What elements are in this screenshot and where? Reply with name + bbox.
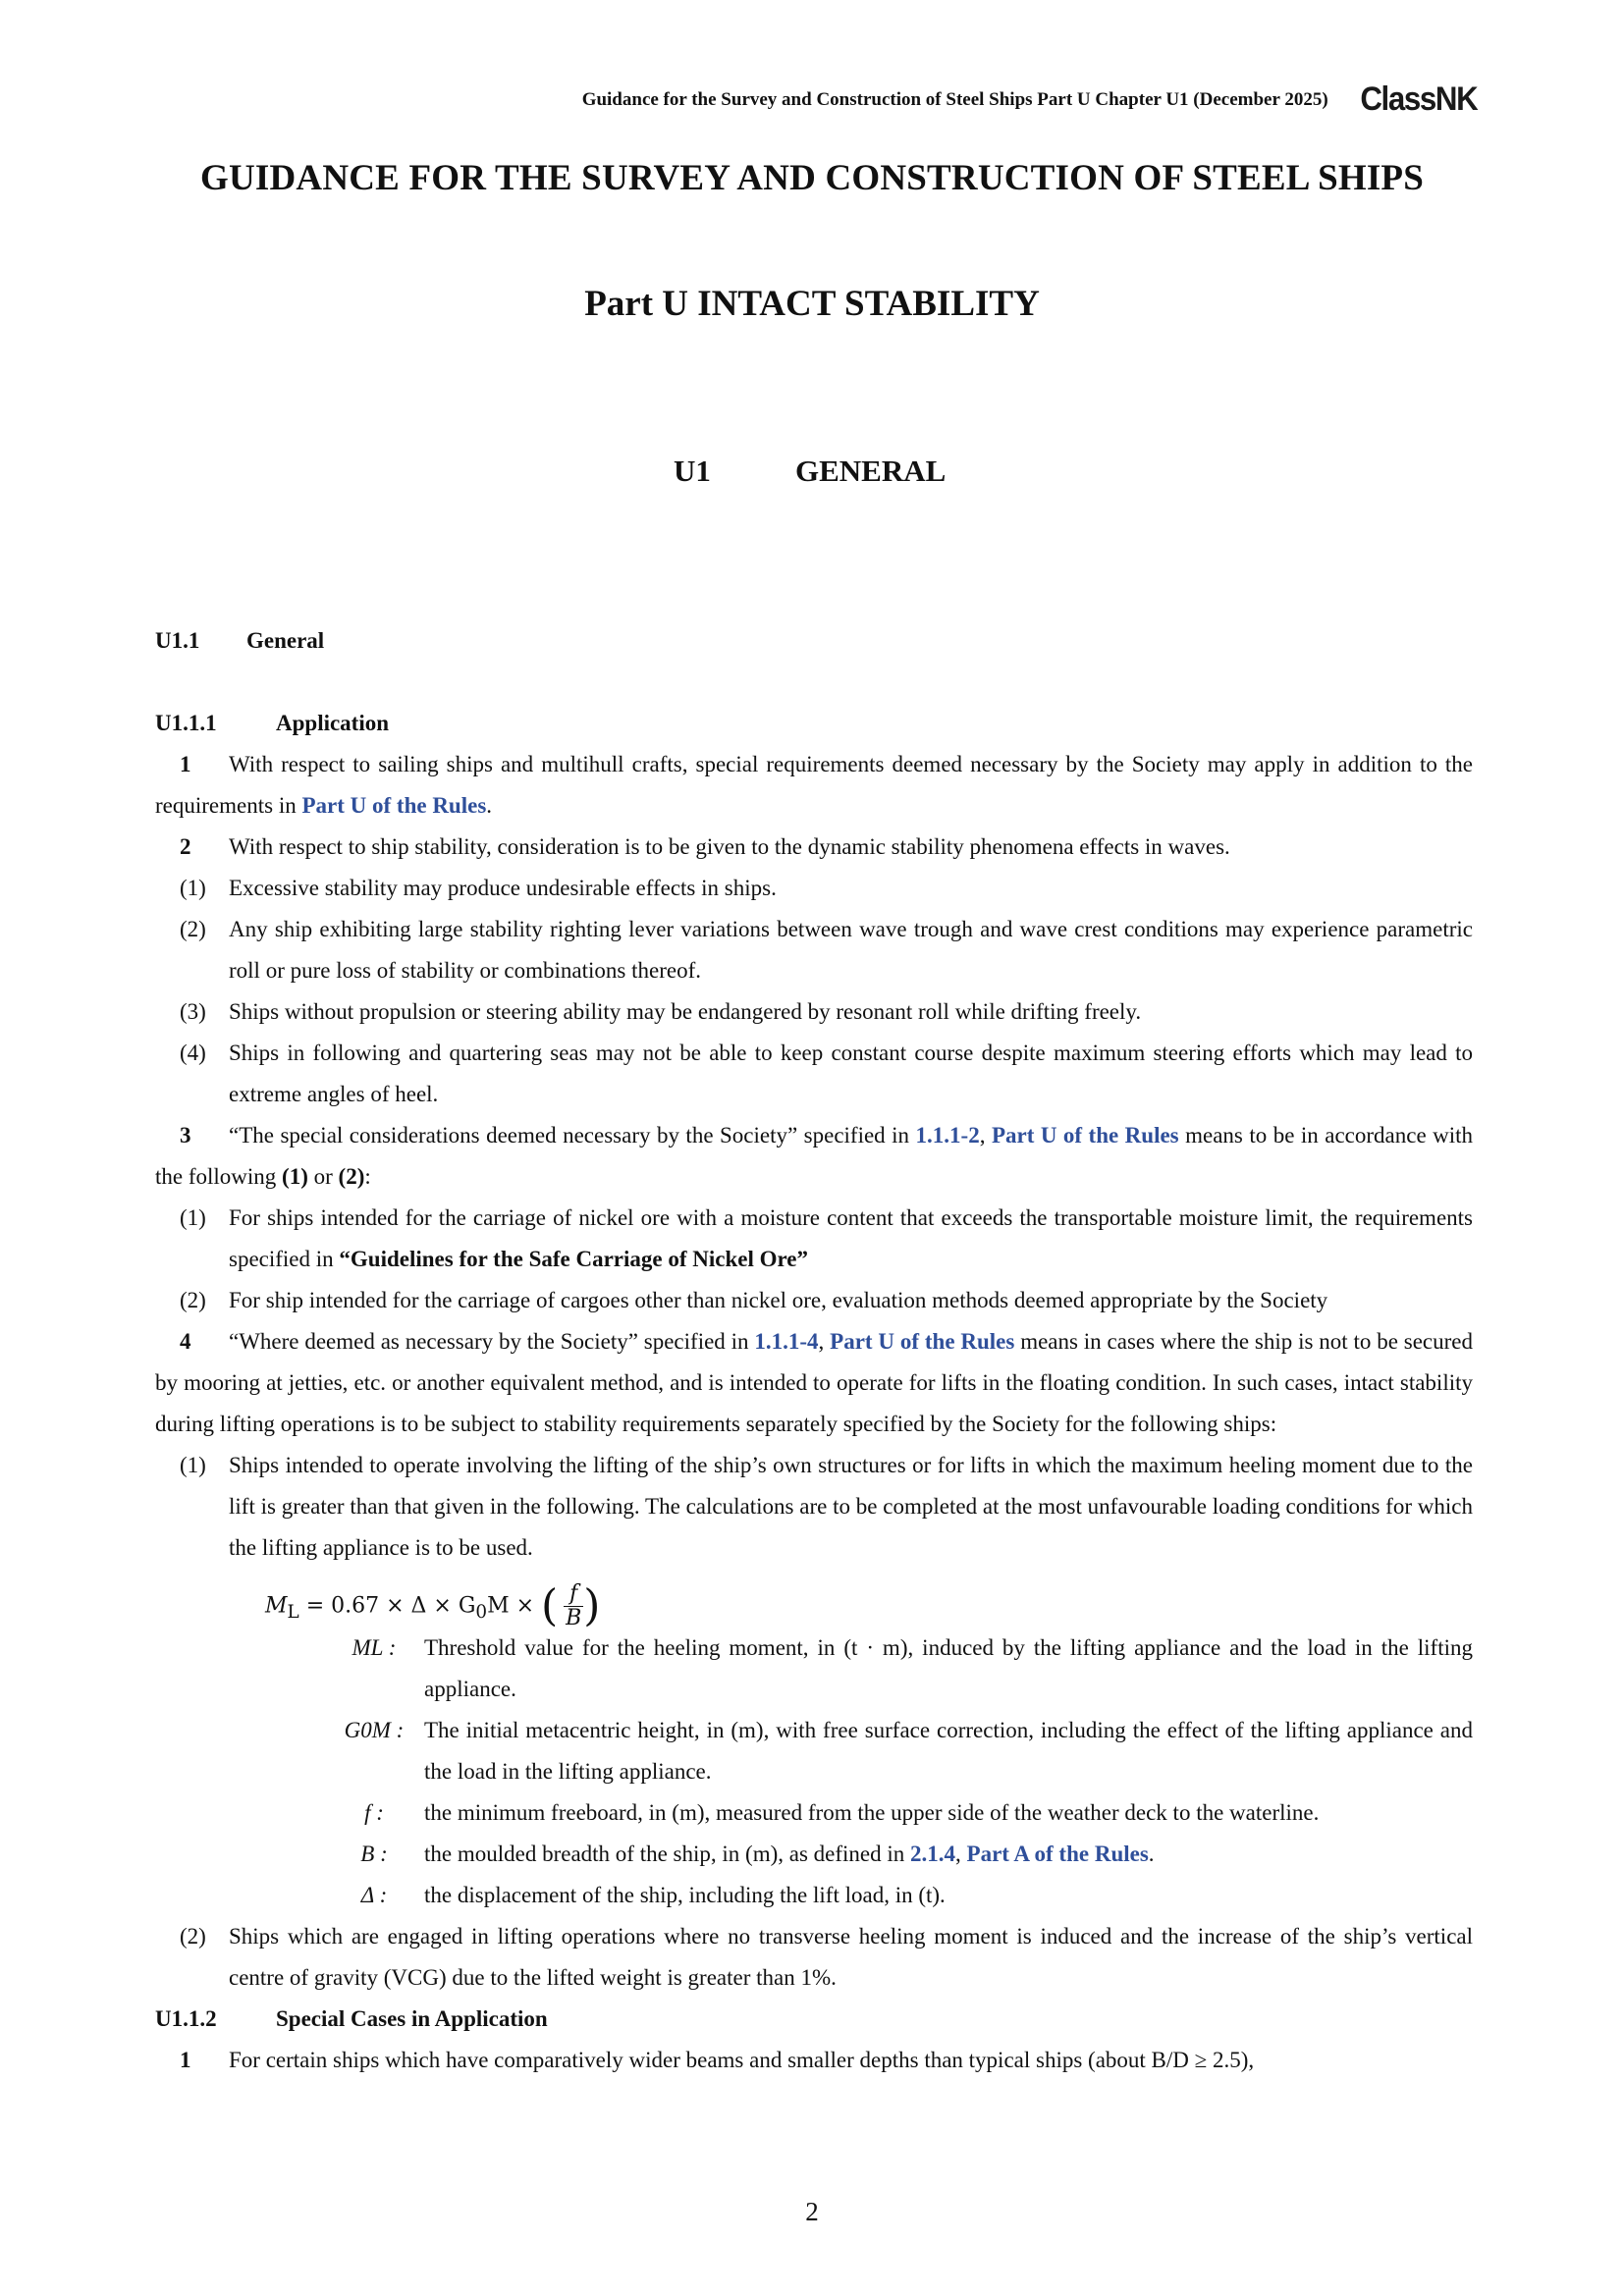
heeling-moment-formula xyxy=(155,1569,1473,1631)
document-title: GUIDANCE FOR THE SURVEY AND CONSTRUCTION OF STEEL SHIPS xyxy=(199,158,1425,198)
definition-row xyxy=(324,1834,1473,1875)
definition-symbol: G0M : xyxy=(344,1718,405,1742)
definition-symbol: ML : xyxy=(352,1635,397,1660)
rule-ref-link[interactable]: 2.1.4 xyxy=(910,1842,956,1866)
section-heading-u1-1-2 xyxy=(155,1999,1473,2040)
separator: , xyxy=(818,1329,831,1354)
section-number: U1.1.2 xyxy=(155,2006,217,2031)
item-ref: (1) xyxy=(282,1164,308,1189)
paragraph-3 xyxy=(155,1115,1473,1198)
fraction-numerator: f xyxy=(569,1581,578,1606)
definition-text: The initial metacentric height, in (m), with free surface correction, including the effect of the lifting appliance and the load in the lifting appliance. xyxy=(424,1718,1473,1784)
paragraph-text: “Where deemed as necessary by the Society” specified in xyxy=(229,1329,755,1354)
paragraph-text: : xyxy=(364,1164,371,1189)
list-item-number: (2) xyxy=(180,1288,206,1312)
separator: , xyxy=(955,1842,967,1866)
list-item-text: Ships intended to operate involving the lifting of the ship’s own structures or for lifts in which the maximum heeling moment due to the lift is greater than that given in the following. The calculations are to be completed at the most unfavourable loading conditions for which the lifting appliance is to be used. xyxy=(229,1453,1473,1560)
definition-row xyxy=(324,1875,1473,1916)
list-item-text: Ships in following and quartering seas may not be able to keep constant course despite maximum steering efforts which may lead to extreme angles of heel. xyxy=(229,1041,1473,1106)
item-ref: (2) xyxy=(338,1164,365,1189)
fraction-denominator: B xyxy=(566,1606,582,1630)
section-heading-u1-1 xyxy=(155,620,1473,662)
list-item-text: Ships without propulsion or steering ability may be endangered by resonant roll while drifting freely. xyxy=(229,999,1142,1024)
definition-row xyxy=(324,1792,1473,1834)
formula-lhs-sub: L xyxy=(287,1601,299,1623)
section-title: Special Cases in Application xyxy=(276,2006,548,2031)
paragraph-text: “The special considerations deemed necessary by the Society” specified in xyxy=(229,1123,916,1148)
section-number: U1.1 xyxy=(155,628,200,653)
paragraph-text: With respect to ship stability, consideration is to be given to the dynamic stability phenomena effects in waves. xyxy=(229,834,1230,859)
list-item-text: Any ship exhibiting large stability righting lever variations between wave trough and wave crest conditions may experience parametric roll or pure loss of stability or combinations thereof. xyxy=(229,917,1473,983)
paragraph-number: 1 xyxy=(180,752,191,776)
section-title: Application xyxy=(276,711,390,735)
formula-m: M × xyxy=(487,1593,542,1619)
list-item-number: (1) xyxy=(180,1205,206,1230)
definition-text: the displacement of the ship, including the lift load, in (t). xyxy=(424,1883,946,1907)
close-paren: ) xyxy=(583,1580,601,1631)
section-heading-u1-1-1 xyxy=(155,703,1473,744)
classnk-logo: ClassNK xyxy=(1360,80,1477,118)
list-item-number: (2) xyxy=(180,1924,206,1949)
paragraph-number: 4 xyxy=(180,1329,191,1354)
rules-link[interactable]: Part A of the Rules xyxy=(966,1842,1149,1866)
definition-row xyxy=(324,1710,1473,1792)
rules-link[interactable]: Part U of the Rules xyxy=(830,1329,1015,1354)
list-item-number: (2) xyxy=(180,917,206,941)
paragraph-number: 2 xyxy=(180,834,191,859)
formula-fraction xyxy=(564,1582,583,1630)
list-item xyxy=(155,1280,1473,1321)
definition-row xyxy=(324,1628,1473,1710)
list-item-number: (3) xyxy=(180,999,206,1024)
paragraph-2 xyxy=(155,827,1473,868)
chapter-number: U1 xyxy=(674,454,711,488)
paragraph-text: . xyxy=(486,793,493,818)
paragraph-number: 3 xyxy=(180,1123,191,1148)
definition-symbol: f : xyxy=(364,1800,384,1825)
page-number: 2 xyxy=(805,2197,819,2226)
list-item xyxy=(155,1445,1473,1569)
list-item-text: Excessive stability may produce undesirable effects in ships. xyxy=(229,876,777,900)
definition-symbol: Δ : xyxy=(360,1883,388,1907)
guideline-title: “Guidelines for the Safe Carriage of Nickel Ore” xyxy=(339,1247,809,1271)
section-number: U1.1.1 xyxy=(155,711,217,735)
paragraph-text: For certain ships which have comparatively wider beams and smaller depths than typical ships (about B/D ≥ 2.5), xyxy=(229,2048,1255,2072)
list-item-number: (4) xyxy=(180,1041,206,1065)
definition-symbol: B : xyxy=(360,1842,388,1866)
paragraph-number: 1 xyxy=(180,2048,191,2072)
rules-link[interactable]: Part U of the Rules xyxy=(991,1123,1179,1148)
paragraph-5 xyxy=(155,2040,1473,2081)
formula-g-sub: 0 xyxy=(475,1601,488,1623)
paragraph-text: means in cases where the ship is not to be secured by mooring at jetties, etc. or another equivalent method, and is intended to operate for lifts in the floating condition. In such cases, intact stability during lifting operations is to be subject to stability requirements separately specified by the Society for the following ships: xyxy=(155,1329,1474,1436)
list-item xyxy=(155,1033,1473,1115)
rules-link[interactable]: Part U of the Rules xyxy=(301,793,487,818)
list-item xyxy=(155,909,1473,991)
definition-text-part: the moulded breadth of the ship, in (m), as defined in xyxy=(424,1842,911,1866)
list-item xyxy=(155,868,1473,909)
definition-text-part: . xyxy=(1148,1842,1155,1866)
open-paren: ( xyxy=(541,1580,559,1631)
list-item xyxy=(155,1916,1473,1999)
list-item-text: For ships intended for the carriage of nickel ore with a moisture content that exceeds the transportable moisture limit, the requirements specified in xyxy=(229,1205,1473,1271)
running-title: Guidance for the Survey and Construction of Steel Ships Part U Chapter U1 (December 2025) xyxy=(581,88,1328,110)
definition-text xyxy=(424,1834,1473,1875)
paragraph-text: or xyxy=(307,1164,339,1189)
list-item-number: (1) xyxy=(180,876,206,900)
list-item-text: For ship intended for the carriage of cargoes other than nickel ore, evaluation methods deemed appropriate by the Society xyxy=(229,1288,1328,1312)
paragraph-text: With respect to sailing ships and multihull crafts, special requirements deemed necessary by the Society may apply in addition to the requirements in xyxy=(155,752,1473,818)
running-header xyxy=(582,80,1477,119)
list-item xyxy=(155,1198,1473,1280)
section-title: General xyxy=(246,628,325,653)
part-title: Part U INTACT STABILITY xyxy=(584,284,1040,324)
paragraph-1 xyxy=(155,744,1473,827)
chapter-title: GENERAL xyxy=(795,454,947,488)
formula-lhs: M xyxy=(265,1593,288,1619)
formula-mid: = 0.67 × Δ × G xyxy=(298,1593,476,1619)
list-item-text: Ships which are engaged in lifting operations where no transverse heeling moment is induced and the increase of the ship’s vertical centre of gravity (VCG) due to the lifted weight is greater than 1%. xyxy=(229,1924,1473,1990)
list-item-number: (1) xyxy=(180,1453,206,1477)
document-body xyxy=(155,620,1473,2081)
formula-expression xyxy=(265,1582,600,1633)
definition-text: the minimum freeboard, in (m), measured from the upper side of the weather deck to the waterline. xyxy=(424,1800,1320,1825)
definition-text: Threshold value for the heeling moment, in (t · m), induced by the lifting appliance and the load in the lifting appliance. xyxy=(424,1635,1473,1701)
paragraph-4 xyxy=(155,1321,1473,1445)
separator: , xyxy=(979,1123,992,1148)
rule-ref-link[interactable]: 1.1.1-2 xyxy=(915,1123,980,1148)
paragraph-text: means to be in accordance with the following xyxy=(155,1123,1474,1189)
rule-ref-link[interactable]: 1.1.1-4 xyxy=(754,1329,819,1354)
formula-definitions xyxy=(155,1628,1473,1916)
list-item xyxy=(155,991,1473,1033)
chapter-heading xyxy=(674,454,946,489)
